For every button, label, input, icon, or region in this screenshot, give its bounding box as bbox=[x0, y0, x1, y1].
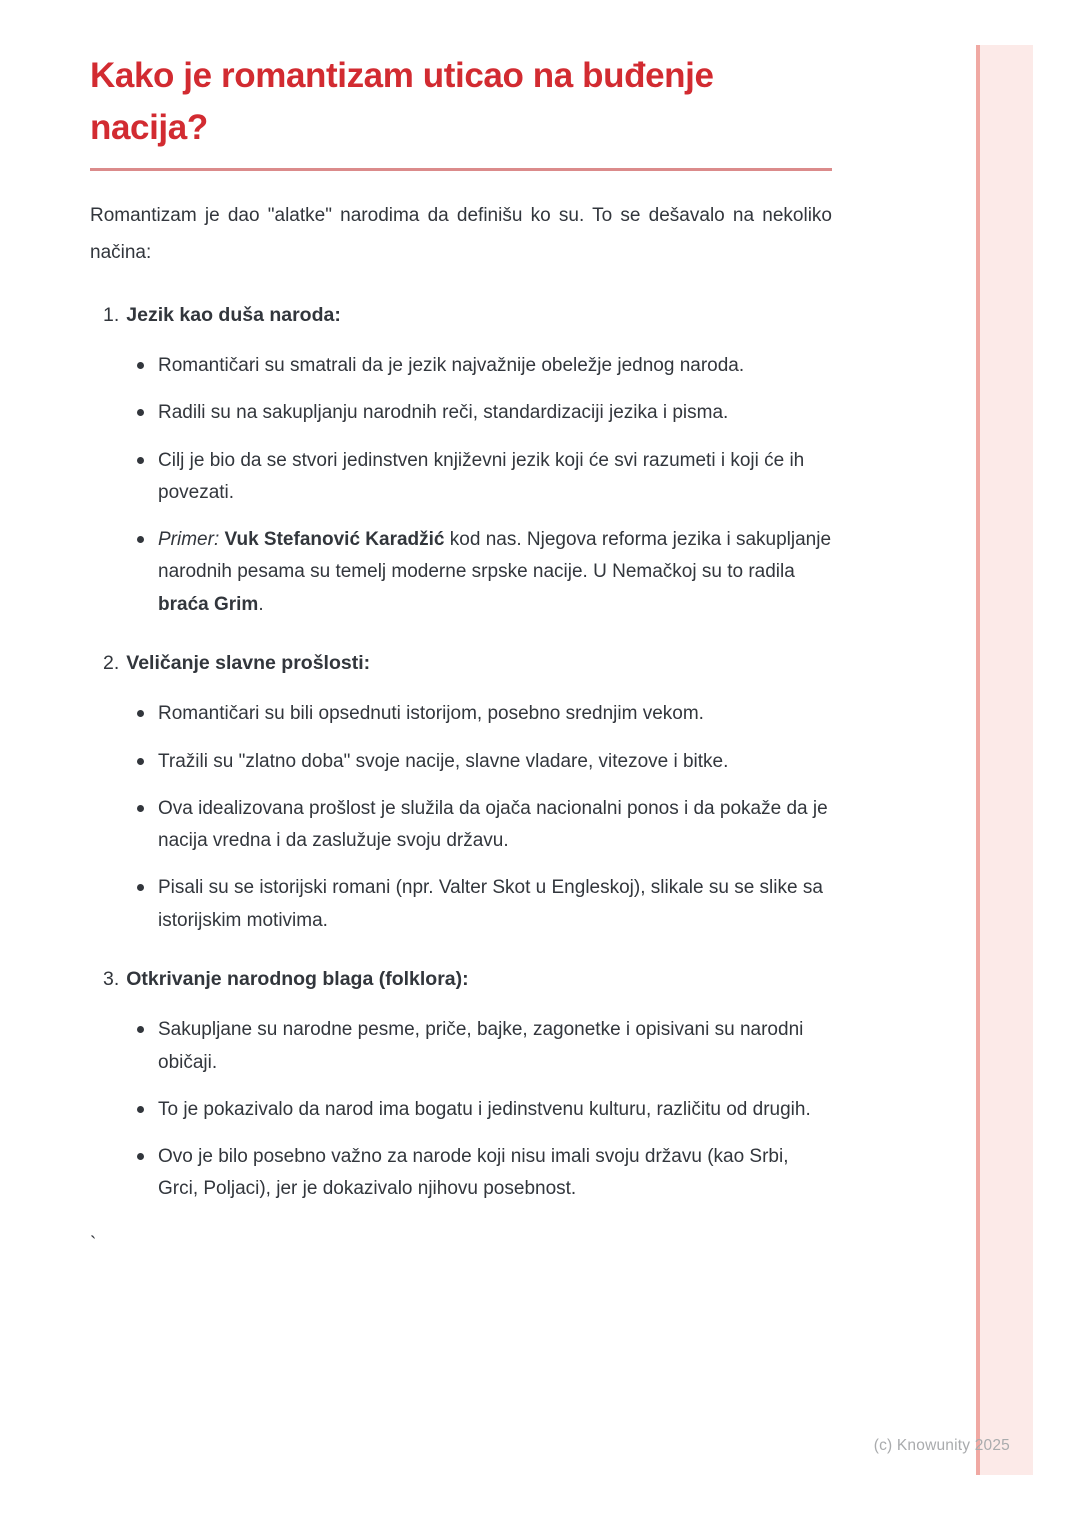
bullet-list bbox=[90, 1014, 832, 1205]
bullet-text-segment: Sakupljane su narodne pesme, priče, bajke, zagonetke i opisivani su narodni običaji. bbox=[158, 1019, 804, 1073]
bullet-text-segment: . bbox=[258, 593, 264, 615]
sections-list bbox=[90, 301, 832, 1206]
bullet-list bbox=[90, 698, 832, 937]
bullet-text-segment: Primer: bbox=[158, 529, 220, 551]
bullet-item bbox=[137, 1094, 832, 1126]
bullet-text-segment: Vuk Stefanović Karadžić bbox=[224, 529, 445, 551]
section bbox=[90, 965, 832, 1206]
section-title: Otkrivanje narodnog blaga (folklora): bbox=[126, 968, 469, 991]
bullet-item bbox=[137, 445, 832, 510]
bullet-list bbox=[90, 350, 832, 621]
section bbox=[90, 301, 832, 621]
stray-character: ` bbox=[90, 1233, 97, 1255]
bullet-text-segment: Romantičari su bili opsednuti istorijom, posebno srednjim vekom. bbox=[158, 703, 704, 725]
section-heading bbox=[90, 649, 832, 678]
bullet-item bbox=[137, 397, 832, 429]
section-number: 3. bbox=[103, 968, 120, 991]
bullet-item bbox=[137, 793, 832, 858]
bullet-item bbox=[137, 524, 832, 621]
bullet-text-segment: kod nas. Njegova reforma jezika i sakupljanje narodnih pesama su temelj moderne srpske nacije. U Nemačkoj su to radila bbox=[158, 529, 832, 583]
footer-credit: (c) Knowunity 2025 bbox=[873, 1437, 1010, 1454]
bullet-text-segment: Ovo je bilo posebno važno za narode koji nisu imali svoju državu (kao Srbi, Grci, Poljaci), jer je dokazivalo njihovu posebnost. bbox=[158, 1146, 789, 1200]
bullet-text-segment: braća Grim bbox=[158, 593, 259, 615]
bullet-text-segment: Romantičari su smatrali da je jezik najvažnije obeležje jednog naroda. bbox=[158, 354, 745, 376]
section-title: Veličanje slavne prošlosti: bbox=[126, 652, 371, 675]
bullet-item bbox=[137, 1014, 832, 1079]
title-divider bbox=[90, 168, 832, 171]
section bbox=[90, 649, 832, 937]
bullet-item bbox=[137, 872, 832, 937]
section-heading bbox=[90, 301, 832, 330]
bullet-text-segment: Pisali su se istorijski romani (npr. Valter Skot u Engleskoj), slikale su se slike sa istorijskim motivima. bbox=[158, 877, 823, 931]
bullet-text-segment: Tražili su "zlatno doba" svoje nacije, slavne vladare, vitezove i bitke. bbox=[158, 750, 729, 772]
bullet-item bbox=[137, 698, 832, 730]
section-heading bbox=[90, 965, 832, 994]
bullet-item bbox=[137, 746, 832, 778]
bullet-item bbox=[137, 350, 832, 382]
page-edge-stripe bbox=[976, 45, 1033, 1475]
document-body bbox=[90, 0, 832, 1257]
intro-paragraph: Romantizam je dao "alatke" narodima da definišu ko su. To se dešavalo na nekoliko načina: bbox=[90, 204, 832, 263]
section-title: Jezik kao duša naroda: bbox=[126, 303, 341, 326]
bullet-text-segment: Cilj je bio da se stvori jedinstven književni jezik koji će svi razumeti i koji će ih povezati. bbox=[158, 449, 805, 503]
bullet-item bbox=[137, 1141, 832, 1206]
page-title: Kako je romantizam uticao na buđenje nacija? bbox=[90, 56, 714, 147]
bullet-text-segment: Ova idealizovana prošlost je služila da ojača nacionalni ponos i da pokaže da je nacija vredna i da zaslužuje svoju državu. bbox=[158, 797, 828, 852]
section-number: 1. bbox=[103, 303, 120, 326]
section-number: 2. bbox=[103, 652, 120, 675]
bullet-text-segment: Radili su na sakupljanju narodnih reči, standardizaciji jezika i pisma. bbox=[158, 402, 729, 424]
bullet-text-segment: To je pokazivalo da narod ima bogatu i jedinstvenu kulturu, različitu od drugih. bbox=[158, 1098, 811, 1120]
